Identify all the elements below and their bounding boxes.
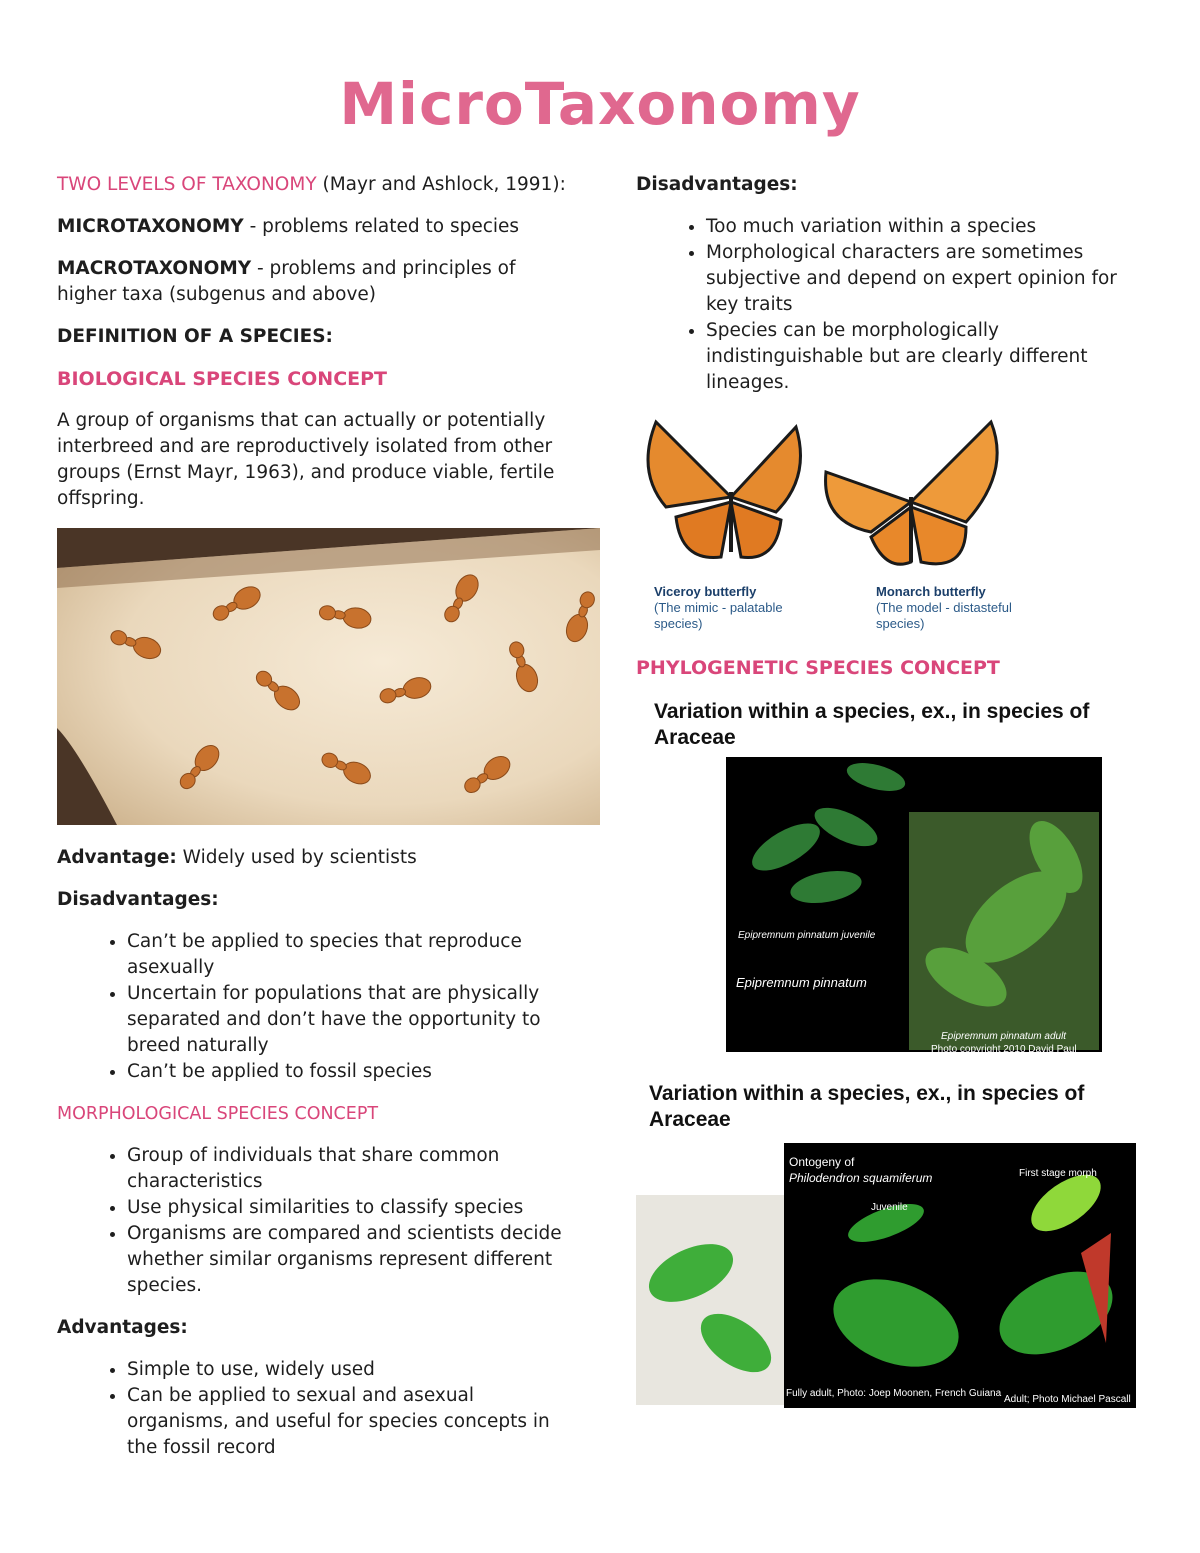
butterflies-illustration [636,412,1036,582]
right-column [636,172,1136,1408]
msc-disadvantages-label: Disadvantages: [636,174,798,195]
bsc-advantage [57,845,577,871]
msc-advantages-list [57,1357,577,1461]
bsc-disadvantages-label: Disadvantages: [57,889,219,910]
label-juvenile: Juvenile [871,1202,908,1213]
araceae-slide-1 [636,697,1106,1057]
label-fully-adult: Fully adult, Photo: Joep Moonen, French Guiana [786,1388,1002,1399]
monarch-caption [876,584,1036,632]
slide1-heading: Variation within a species, ex., in species of Araceae [654,700,1090,749]
viceroy-caption [654,584,814,632]
msc-points-list [57,1143,577,1299]
viceroy-butterfly [648,422,801,558]
label-copyright: Photo copyright 2010 David Paul [931,1044,1077,1055]
ants-photo [57,528,600,825]
monarch-name: Monarch butterfly [876,584,986,599]
label-species: Philodendron squamiferum [789,1171,933,1185]
list-item: • Can be applied to sexual and asexual organisms, and useful for species concepts in the fossil record [127,1383,577,1461]
araceae-slide-2 [636,1073,1136,1408]
micro-definition [57,214,577,240]
slide2-heading: Variation within a species, ex., in species of Araceae [649,1082,1085,1131]
levels-label: TWO LEVELS OF TAXONOMY [57,174,317,195]
msc-advantages-label: Advantages: [57,1317,188,1338]
macro-term: MACROTAXONOMY [57,258,252,279]
micro-term: MICROTAXONOMY [57,216,244,237]
left-column [57,172,577,1477]
bsc-text: A group of organisms that can actually or potentially interbreed and are reproductively isolated from other groups (Ernst Mayr, 1963), and produce viable, fertile offspring. [57,410,555,509]
advantage-text: Widely used by scientists [176,847,417,868]
list-item: • Can’t be applied to fossil species [127,1059,577,1085]
monarch-note: (The model - distasteful species) [876,600,1012,631]
label-ontogeny: Ontogeny of [789,1155,855,1169]
list-item: • Uncertain for populations that are physically separated and don’t have the opportunity to breed naturally [127,981,577,1059]
monarch-butterfly [826,422,998,564]
epipremnum-photo [726,757,1102,1052]
page-title: MicroTaxonomy [339,70,861,138]
ants-illustration [57,528,600,825]
list-item: • Group of individuals that share common characteristics [127,1143,577,1195]
list-item: • Morphological characters are sometimes subjective and depend on expert opinion for key traits [706,240,1136,318]
viceroy-note: (The mimic - palatable species) [654,600,783,631]
taxonomy-levels [57,172,577,198]
msc-disadvantages-list [636,214,1136,396]
list-item: • Species can be morphologically indistinguishable but are clearly different lineages. [706,318,1136,396]
list-item: • Simple to use, widely used [127,1357,577,1383]
label-first-stage: First stage morph [1019,1168,1097,1179]
label-species: Epipremnum pinnatum [736,975,867,990]
list-item: • Can’t be applied to species that reproduce asexually [127,929,577,981]
list-item: • Organisms are compared and scientists decide whether similar organisms represent different species. [127,1221,577,1299]
label-juvenile: Epipremnum pinnatum juvenile [738,930,876,941]
advantage-label: Advantage: [57,847,177,868]
psc-heading: PHYLOGENETIC SPECIES CONCEPT [636,657,1000,679]
list-item: • Too much variation within a species [706,214,1136,240]
viceroy-name: Viceroy butterfly [654,584,757,599]
msc-heading: MORPHOLOGICAL SPECIES CONCEPT [57,1104,379,1124]
bsc-disadvantages-list [57,929,577,1085]
label-adult: Epipremnum pinnatum adult [941,1031,1067,1042]
macro-def-text: - problems and principles of higher taxa (subgenus and above) [57,258,516,305]
bsc-heading: BIOLOGICAL SPECIES CONCEPT [57,368,388,390]
label-adult: Adult; Photo Michael Pascall [1004,1394,1131,1405]
macro-definition [57,256,577,308]
definition-heading: DEFINITION OF A SPECIES: [57,326,333,347]
list-item: • Use physical similarities to classify species [127,1195,577,1221]
micro-def-text: - problems related to species [243,216,520,237]
levels-citation: (Mayr and Ashlock, 1991): [316,174,566,195]
butterflies-figure [636,412,1036,637]
